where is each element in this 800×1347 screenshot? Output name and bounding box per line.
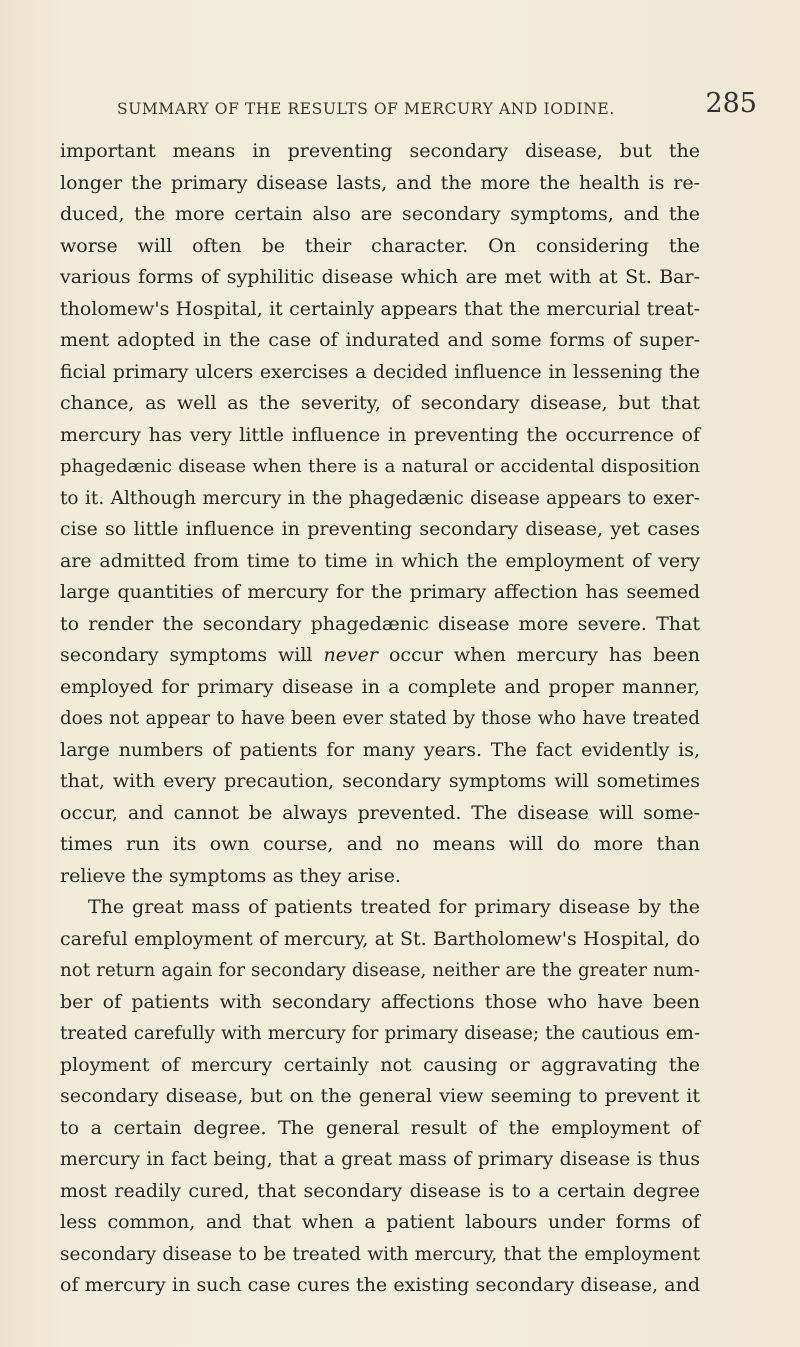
text-line: of mercury in such case cures the existing secondary disease, and	[60, 1274, 700, 1296]
text-segment: occur when mercury has been	[378, 644, 700, 666]
page-number: 285	[705, 88, 757, 119]
text-line: ment adopted in the case of indurated and some forms of super-	[60, 329, 700, 351]
body-text	[60, 136, 700, 1302]
text-line	[60, 640, 700, 672]
text-line: tholomew's Hospital, it certainly appears that the mercurial treat-	[60, 297, 700, 320]
text-line: to a certain degree. The general result of the employment of	[60, 1116, 700, 1139]
text-line: most readily cured, that secondary disease is to a certain degree	[60, 1179, 700, 1202]
text-line: to render the secondary phagedænic disease more severe. That	[60, 612, 700, 635]
text-line: chance, as well as the severity, of secondary disease, but that	[60, 392, 700, 414]
text-line: to it. Although mercury in the phagedænic disease appears to exer-	[60, 487, 700, 509]
emphasized-word: never	[323, 644, 378, 666]
text-line: does not appear to have been ever stated by those who have treated	[60, 708, 700, 729]
running-head	[117, 88, 757, 128]
text-line: occur, and cannot be always prevented. The disease will some-	[60, 801, 700, 824]
text-segment: secondary symptoms will	[60, 644, 324, 666]
text-line: duced, the more certain also are secondary symptoms, and the	[60, 203, 700, 225]
text-line: not return again for secondary disease, neither are the greater num-	[60, 960, 700, 981]
text-line: that, with every precaution, secondary symptoms will sometimes	[60, 770, 700, 792]
text-line: secondary disease, but on the general view seeming to prevent it	[60, 1085, 700, 1107]
text-line: are admitted from time to time in which the employment of very	[60, 549, 700, 572]
text-line: various forms of syphilitic disease which are met with at St. Bar-	[60, 266, 700, 288]
text-line: times run its own course, and no means will do more than	[60, 833, 700, 855]
text-line: cise so little influence in preventing secondary disease, yet cases	[60, 518, 700, 540]
running-title: SUMMARY OF THE RESULTS OF MERCURY AND IODINE.	[117, 100, 615, 118]
text-line: employed for primary disease in a complete and proper manner,	[60, 675, 700, 698]
text-line: The great mass of patients treated for primary disease by the	[88, 896, 700, 918]
text-line: ployment of mercury certainly not causing or aggravating the	[60, 1053, 700, 1076]
text-line: mercury in fact being, that a great mass of primary disease is thus	[60, 1149, 700, 1170]
text-line: large numbers of patients for many years. The fact evidently is,	[60, 738, 700, 761]
text-line: careful employment of mercury, at St. Bartholomew's Hospital, do	[60, 927, 700, 950]
text-line: longer the primary disease lasts, and the more the health is re-	[60, 171, 700, 194]
text-line: treated carefully with mercury for primary disease; the cautious em-	[60, 1023, 700, 1044]
text-line: important means in preventing secondary disease, but the	[60, 140, 700, 162]
text-line: ber of patients with secondary affections those who have been	[60, 990, 700, 1013]
text-line: phagedænic disease when there is a natural or accidental disposition	[60, 456, 700, 477]
text-line: large quantities of mercury for the primary affection has seemed	[60, 581, 700, 603]
text-line: mercury has very little influence in preventing the occurrence of	[60, 423, 700, 446]
text-line: worse will often be their character. On considering the	[60, 234, 700, 257]
text-line: ficial primary ulcers exercises a decided influence in lessening the	[60, 361, 700, 383]
text-line: secondary disease to be treated with mercury, that the employment	[60, 1243, 700, 1265]
text-line: relieve the symptoms as they arise.	[60, 864, 401, 887]
text-line: less common, and that when a patient labours under forms of	[60, 1211, 700, 1233]
